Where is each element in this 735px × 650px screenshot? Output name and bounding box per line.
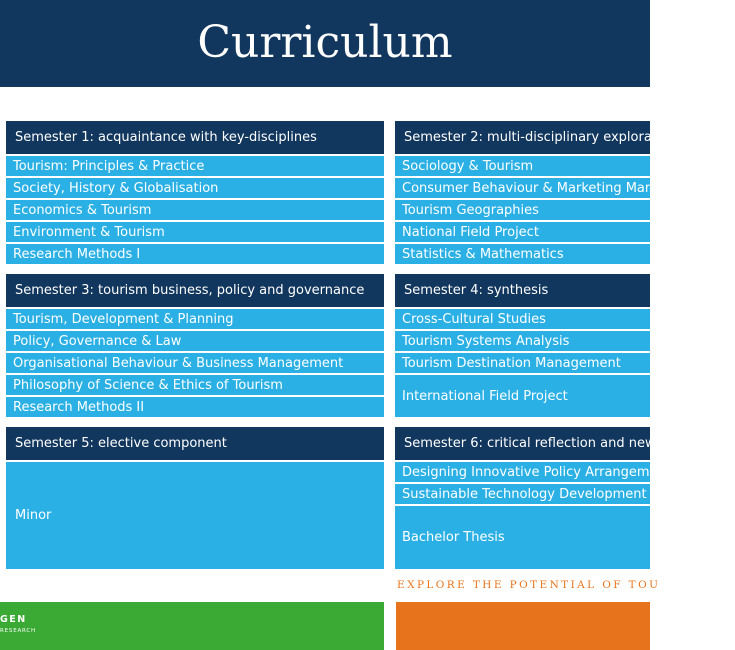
course-item: Policy, Governance & Law — [6, 331, 384, 351]
semester-1-title: Semester 1: acquaintance with key-disciplines — [6, 121, 384, 154]
footer-logo-panel — [0, 602, 384, 650]
semester-5-title: Semester 5: elective component — [6, 427, 384, 460]
semester-6-block — [395, 427, 735, 569]
semester-4-block — [395, 274, 650, 417]
course-item: Society, History & Globalisation — [6, 178, 384, 198]
course-item: Environment & Tourism — [6, 222, 384, 242]
course-item: Research Methods II — [6, 397, 384, 417]
semester-3-title: Semester 3: tourism business, policy and governance — [6, 274, 384, 307]
course-item: National Field Project — [395, 222, 650, 242]
course-item: Economics & Tourism — [6, 200, 384, 220]
course-item: Tourism: Principles & Practice — [6, 156, 384, 176]
semester-2-title: Semester 2: multi-disciplinary exploration — [395, 121, 650, 154]
course-item: Sociology & Tourism — [395, 156, 650, 176]
course-item: Tourism Systems Analysis — [395, 331, 650, 351]
page-header — [0, 0, 650, 87]
course-item: Statistics & Mathematics — [395, 244, 650, 264]
semester-2-block — [395, 121, 712, 264]
footer-orange-panel — [396, 602, 650, 650]
course-item: Bachelor Thesis — [395, 506, 650, 569]
course-item: International Field Project — [395, 375, 650, 417]
page-title: Curriculum — [197, 17, 453, 68]
course-item: Tourism Destination Management — [395, 353, 650, 373]
course-item: Tourism, Development & Planning — [6, 309, 384, 329]
semester-6-title: Semester 6: critical reflection and new approaches — [395, 427, 650, 460]
logo-wordmark: GEN — [0, 614, 27, 625]
semester-5-block — [6, 427, 384, 569]
course-item: Philosophy of Science & Ethics of Tourism — [6, 375, 384, 395]
course-item: Designing Innovative Policy Arrangements — [395, 462, 650, 482]
course-item: Consumer Behaviour & Marketing Management — [395, 178, 650, 198]
course-item: Tourism Geographies — [395, 200, 650, 220]
course-item: Minor — [6, 462, 384, 569]
semester-4-title: Semester 4: synthesis — [395, 274, 650, 307]
course-item: Sustainable Technology Development — [395, 484, 650, 504]
course-item: Organisational Behaviour & Business Management — [6, 353, 384, 373]
course-item: Cross-Cultural Studies — [395, 309, 650, 329]
logo-subtitle: RESEARCH — [0, 628, 36, 634]
course-item: Research Methods I — [6, 244, 384, 264]
semester-1-block — [6, 121, 384, 264]
tagline: EXPLORE THE POTENTIAL OF TOU — [397, 579, 661, 591]
semester-3-block — [6, 274, 384, 417]
